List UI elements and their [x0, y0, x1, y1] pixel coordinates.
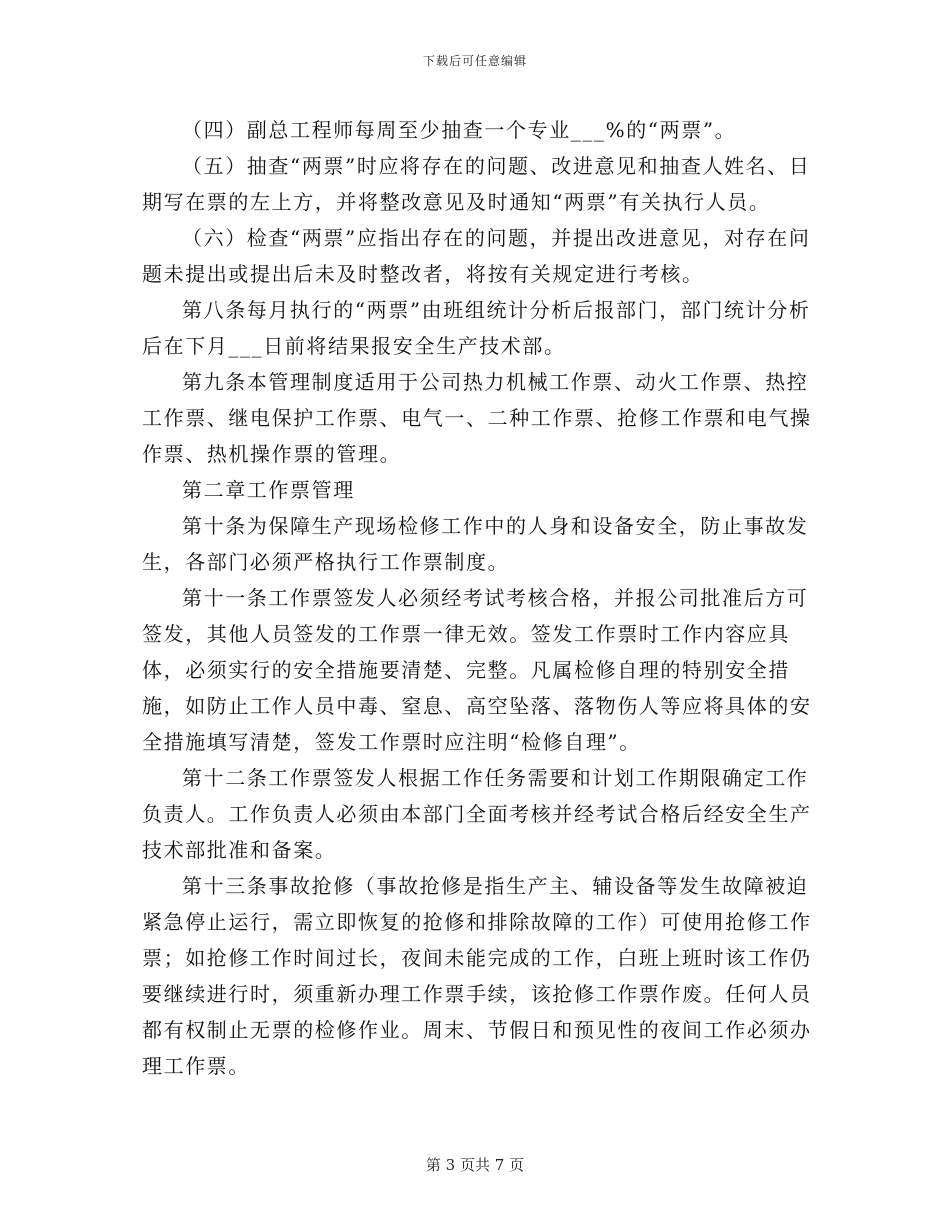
page-number-footer: 第 3 页共 7 页 [425, 1156, 525, 1174]
article-10-paragraph: 第十条为保障生产现场检修工作中的人身和设备安全，防止事故发生，各部门必须严格执行工作票制度。 [142, 514, 809, 574]
article-9-paragraph: 第九条本管理制度适用于公司热力机械工作票、动火工作票、热控工作票、继电保护工作票、电气一、二种工作票、抢修工作票和电气操作票、热机操作票的管理。 [142, 370, 812, 466]
article-11-paragraph: 第十一条工作票签发人必须经考试考核合格，并报公司批准后方可签发，其他人员签发的工作票一律无效。签发工作票时工作内容应具体，必须实行的安全措施要清楚、完整。凡属检修自理的特别安全措施，如防止工作人员中毒、窒息、高空坠落、落物伤人等应将具体的安全措施填写清楚，签发工作票时应注明“检修自理”。 [142, 586, 812, 754]
paragraph-item-5: （五）抽查“两票”时应将存在的问题、改进意见和抽查人姓名、日期写在票的左上方，并将整改意见及时通知“两票”有关执行人员。 [142, 154, 811, 214]
paragraph-item-6: （六）检查“两票”应指出存在的问题，并提出改进意见，对存在问题未提出或提出后未及时整改者，将按有关规定进行考核。 [142, 226, 811, 286]
document-body [142, 112, 812, 1084]
article-13-paragraph: 第十三条事故抢修（事故抢修是指生产主、辅设备等发生故障被迫紧急停止运行，需立即恢复的抢修和排除故障的工作）可使用抢修工作票；如抢修工作时间过长，夜间未能完成的工作，白班上班时该工作仍要继续进行时，须重新办理工作票手续，该抢修工作票作废。任何人员都有权制止无票的检修作业。周末、节假日和预见性的夜间工作必须办理工作票。 [142, 874, 812, 1078]
page-header: 下载后可任意编辑 [422, 54, 527, 68]
chapter-2-heading: 第二章工作票管理 [182, 478, 355, 502]
article-12-paragraph: 第十二条工作票签发人根据工作任务需要和计划工作期限确定工作负责人。工作负责人必须由本部门全面考核并经考试合格后经安全生产技术部批准和备案。 [142, 766, 812, 862]
article-8-paragraph: 第八条每月执行的“两票”由班组统计分析后报部门，部门统计分析后在下月___日前将结果报安全生产技术部。 [142, 298, 811, 358]
paragraph-item-4: （四）副总工程师每周至少抽查一个专业___%的“两票”。 [182, 118, 737, 142]
